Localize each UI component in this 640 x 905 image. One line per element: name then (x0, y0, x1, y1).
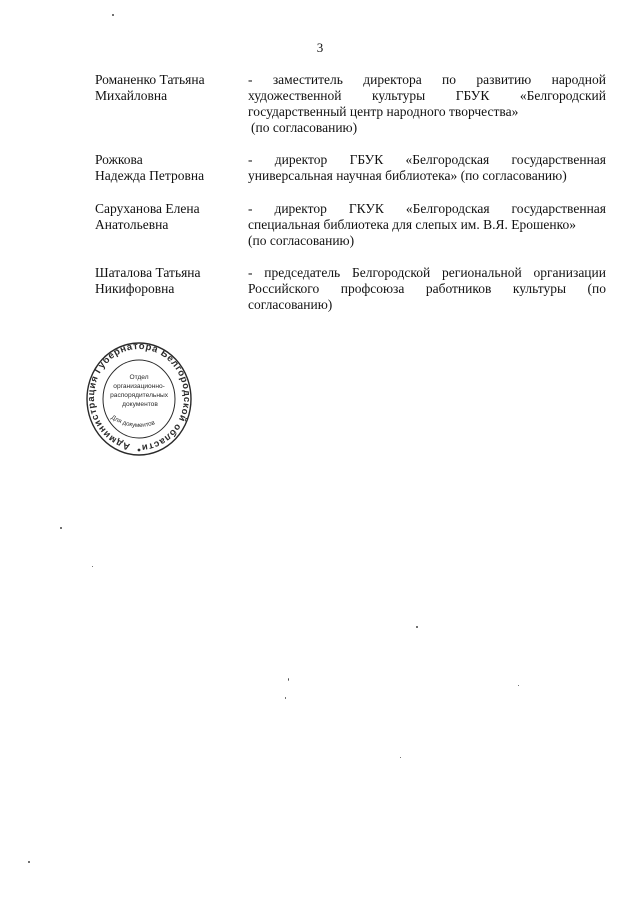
scan-speck (92, 566, 93, 567)
member-name (95, 201, 245, 233)
member-position-line: Российского профсоюза работников культуры (по (248, 281, 606, 296)
member-name-line: Никифоровна (95, 281, 175, 296)
scan-speck (518, 685, 519, 686)
official-stamp (86, 341, 192, 461)
member-position-line: универсальная научная библиотека» (по согласованию) (248, 168, 567, 183)
stamp-ring-text: Администрация Губернатора Белгородской области (86, 341, 192, 453)
scan-speck (285, 697, 286, 699)
member-name (95, 152, 245, 184)
member-name-line: Шаталова Татьяна (95, 265, 201, 280)
stamp-bottom-text: Для документов (109, 413, 156, 430)
stamp-center-text: Отдел организационно- распорядительных документов (110, 374, 169, 408)
member-position-line: - заместитель директора по развитию народной (248, 72, 606, 87)
member-position (248, 201, 606, 249)
member-position-line: - директор ГКУК «Белгородская государственная (248, 201, 606, 216)
scan-speck (400, 757, 401, 758)
member-position (248, 72, 606, 136)
member-position-line: - директор ГБУК «Белгородская государственная (248, 152, 606, 167)
scan-speck (112, 14, 114, 16)
member-name (95, 72, 245, 104)
member-name-line: Романенко Татьяна (95, 72, 205, 87)
member-name-line: Михайловна (95, 88, 168, 103)
member-position-line: (по согласованию) (248, 233, 355, 248)
member-position (248, 265, 606, 313)
member-name-line: Надежда Петровна (95, 168, 205, 183)
member-position-line: согласованию) (248, 297, 333, 312)
scan-speck (28, 861, 30, 863)
member-position-line: специальная библиотека для слепых им. В.Я. Ерошенко» (248, 217, 576, 232)
scan-speck (416, 626, 418, 628)
member-position (248, 152, 606, 184)
member-position-line: (по согласованию) (251, 120, 358, 135)
member-name-line: Саруханова Елена (95, 201, 200, 216)
member-position-line: - председатель Белгородской региональной организации (248, 265, 606, 280)
scan-speck (60, 527, 62, 529)
stamp-star-mark (138, 449, 141, 452)
member-name-line: Рожкова (95, 152, 143, 167)
member-position-line: государственный центр народного творчества» (248, 104, 519, 119)
member-position-line: художественной культуры ГБУК «Белгородский (248, 88, 606, 103)
member-name-line: Анатольевна (95, 217, 169, 232)
page-number: 3 (316, 40, 324, 55)
scan-speck (288, 678, 289, 681)
member-name (95, 265, 245, 297)
